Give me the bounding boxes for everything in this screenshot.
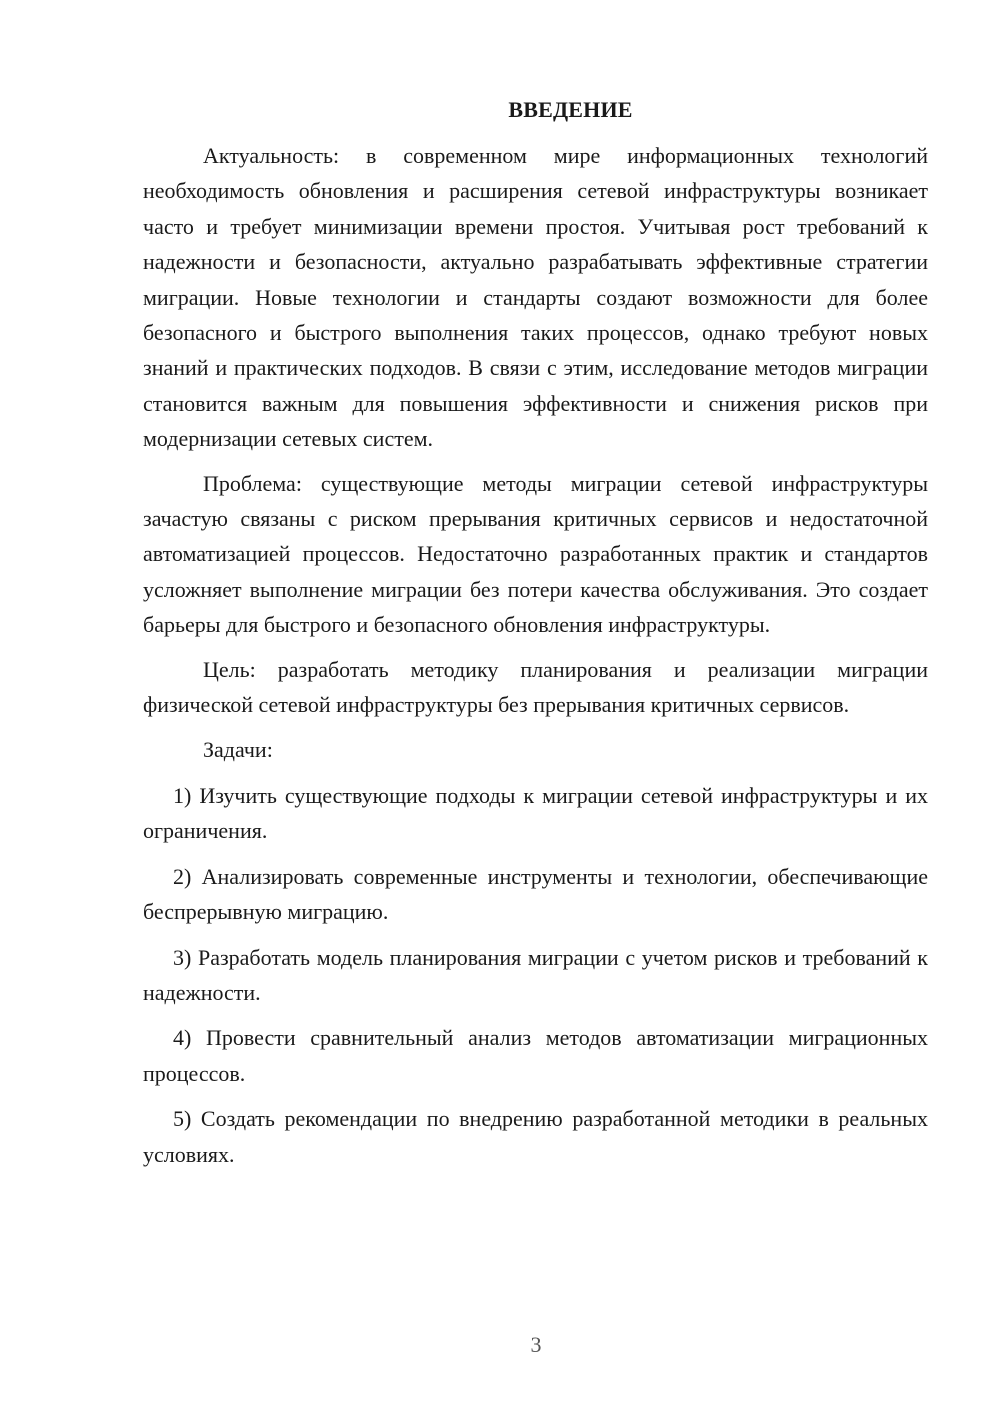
task-list xyxy=(143,778,928,1172)
page-number: 3 xyxy=(530,1332,542,1357)
page-content xyxy=(143,88,928,1182)
paragraph-relevance: Актуальность: в современном мире информационных технологий необходимость обновления и расширения сетевой инфраструктуры возникает часто и требует минимизации времени простоя. Учитывая рост требований к надежности и безопасности, актуально разрабатывать эффективные стратегии миграции. Новые технологии и стандарты создают возможности для более безопасного и быстрого выполнения таких процессов, однако требуют новых знаний и практических подходов. В связи с этим, исследование методов миграции становится важным для повышения эффективности и снижения рисков при модернизации сетевых систем. xyxy=(143,143,928,452)
task-item: 1) Изучить существующие подходы к миграции сетевой инфраструктуры и их ограничения. xyxy=(143,782,928,844)
task-item: 4) Провести сравнительный анализ методов автоматизации миграционных процессов. xyxy=(143,1025,928,1086)
task-item: 2) Анализировать современные инструменты и технологии, обеспечивающие беспрерывную миграцию. xyxy=(143,863,928,925)
paragraph-goal: Цель: разработать методику планирования и реализации миграции физической сетевой инфраструктуры без прерывания критичных сервисов. xyxy=(143,656,928,718)
task-item: 5) Создать рекомендации по внедрению разработанной методики в реальных условиях. xyxy=(143,1106,928,1167)
section-heading: ВВЕДЕНИЕ xyxy=(508,97,633,122)
tasks-title: Задачи: xyxy=(203,736,273,762)
task-item: 3) Разработать модель планирования миграции с учетом рисков и требований к надежности. xyxy=(143,944,928,1005)
paragraph-problem: Проблема: существующие методы миграции сетевой инфраструктуры зачастую связаны с риском прерывания критичных сервисов и недостаточной автоматизацией процессов. Недостаточно разработанных практик и стандартов усложняет выполнение миграции без потери качества обслуживания. Это создает барьеры для быстрого и безопасного обновления инфраструктуры. xyxy=(143,470,928,638)
